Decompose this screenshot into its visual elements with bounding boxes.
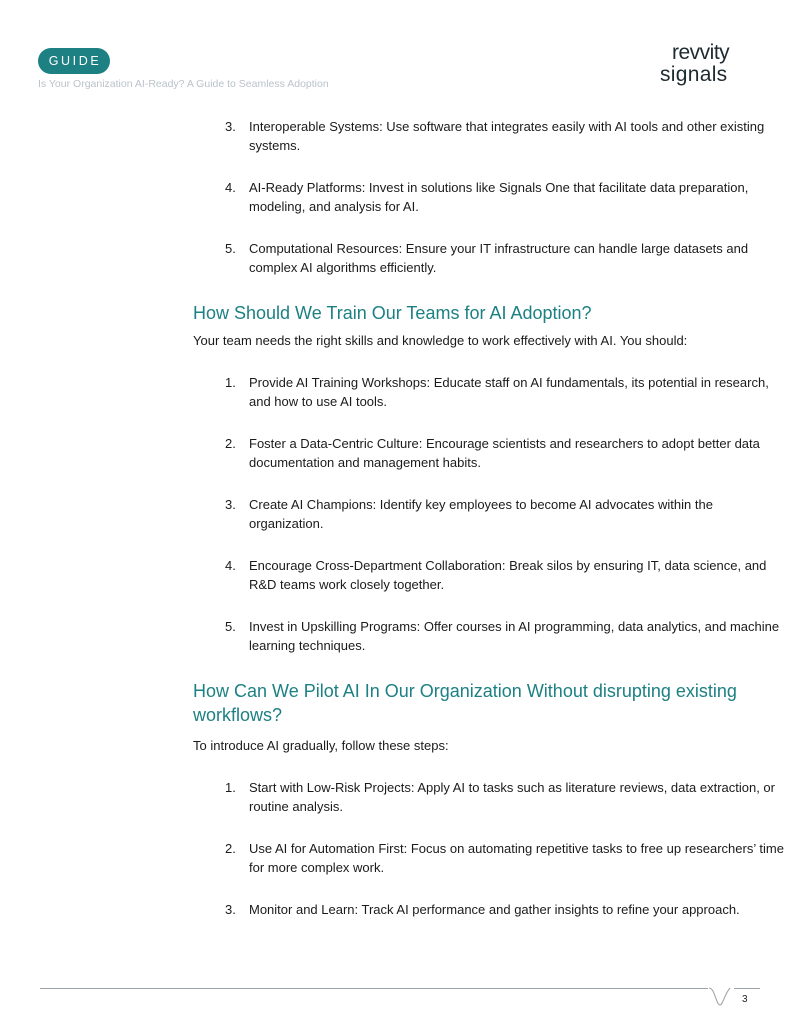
list-text: Foster a Data-Centric Culture: Encourage scientists and researchers to adopt better data documentation and management habits. [249,436,760,470]
list-number: 3. [225,119,236,134]
list-number: 5. [225,241,236,256]
list-item [225,373,789,411]
list-text: Interoperable Systems: Use software that integrates easily with AI tools and other existing systems. [249,119,765,153]
list-number: 3. [225,902,236,917]
signal-wave-icon [708,985,734,1009]
list-number: 5. [225,619,236,634]
section-heading: How Should We Train Our Teams for AI Adoption? [193,303,592,323]
logo-wordmark-revvity: revvity [672,41,730,64]
list-number: 4. [225,558,236,573]
list-number: 3. [225,497,236,512]
section-intro: To introduce AI gradually, follow these steps: [193,738,449,753]
list-text: Provide AI Training Workshops: Educate staff on AI fundamentals, its potential in research, and how to use AI tools. [249,375,769,409]
list-text: Use AI for Automation First: Focus on automating repetitive tasks to free up researchers’ time for more complex work. [249,841,784,875]
page-number: 3 [742,994,748,1005]
section-intro: Your team needs the right skills and knowledge to work effectively with AI. You should: [193,333,688,348]
list-number: 1. [225,780,236,795]
list-item [225,617,789,655]
list-text: Monitor and Learn: Track AI performance and gather insights to refine your approach. [249,902,740,917]
list-item [225,239,789,277]
list-number: 2. [225,436,236,451]
list-text: Encourage Cross-Department Collaboration: Break silos by ensuring IT, data science, and R&D teams work closely together. [249,558,767,592]
list-number: 2. [225,841,236,856]
list-number: 4. [225,180,236,195]
list-item [225,178,789,216]
list-number: 1. [225,375,236,390]
section-heading: How Can We Pilot AI In Our Organization Without disrupting existing workflows? [193,681,737,725]
list-item [225,117,789,155]
list-item [225,778,789,816]
document-subtitle: Is Your Organization AI-Ready? A Guide to Seamless Adoption [38,78,329,90]
list-item [225,900,789,919]
list-text: Create AI Champions: Identify key employees to become AI advocates within the organization. [249,497,713,531]
footer-divider [40,988,760,989]
list-item [225,495,789,533]
list-text: AI-Ready Platforms: Invest in solutions like Signals One that facilitate data preparation, modeling, and analysis for AI. [249,180,749,214]
list-item [225,434,789,472]
list-item [225,839,789,877]
logo-wordmark-signals: signals [660,63,728,86]
list-text: Start with Low-Risk Projects: Apply AI to tasks such as literature reviews, data extraction, or routine analysis. [249,780,775,814]
list-text: Computational Resources: Ensure your IT infrastructure can handle large datasets and complex AI algorithms efficiently. [249,241,749,275]
list-text: Invest in Upskilling Programs: Offer courses in AI programming, data analytics, and machine learning techniques. [249,619,780,653]
guide-badge: GUIDE [38,48,110,74]
list-item [225,556,789,594]
revvity-signals-logo [660,42,744,88]
